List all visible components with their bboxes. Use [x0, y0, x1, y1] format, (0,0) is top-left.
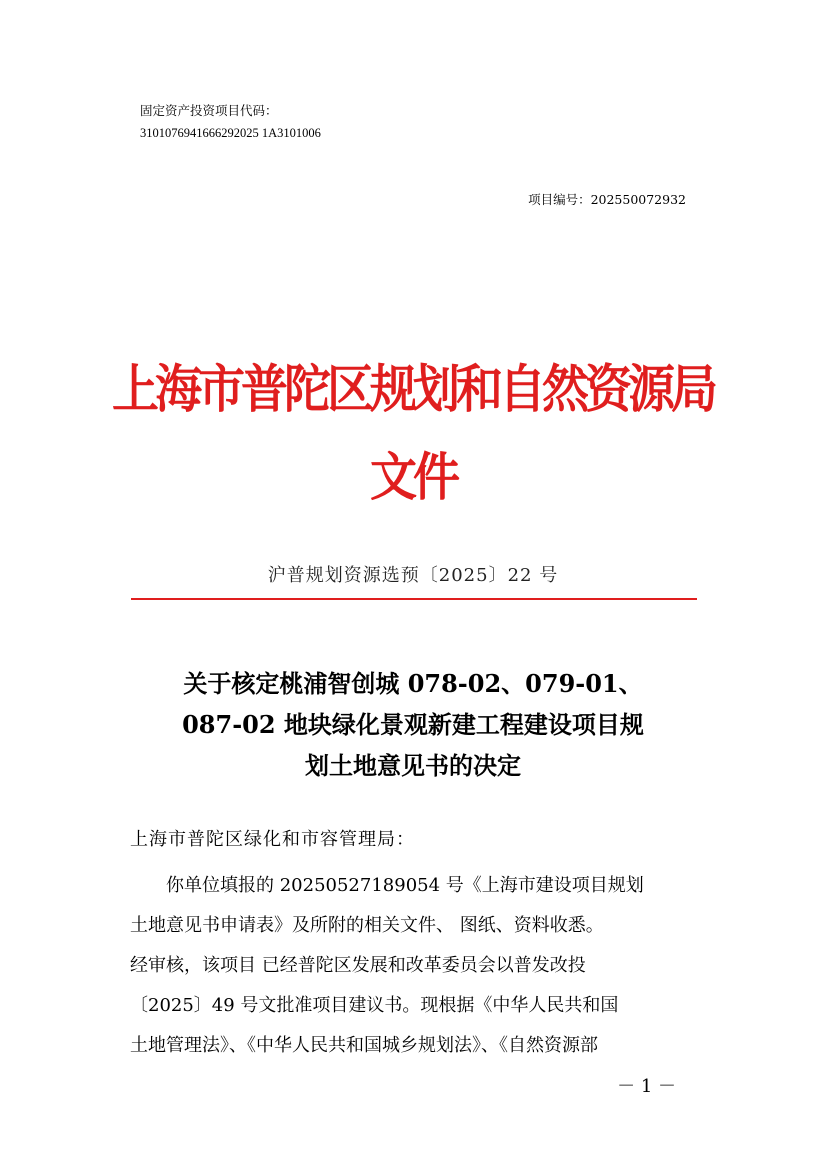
investment-code: 3101076941666292025 1A3101006: [140, 126, 321, 140]
body-line: 土地管理法》、《中华人民共和国城乡规划法》、《自然资源部: [130, 1035, 598, 1056]
body-line: 你单位填报的 20250527189054 号《上海市建设项目规划: [166, 875, 644, 896]
document-word: 文件: [370, 447, 456, 509]
body-line: 〔2025〕49 号文批准项目建议书。现根据《中华人民共和国: [130, 995, 619, 1016]
title-line: 087-02 地块绿化景观新建工程建设项目规: [182, 710, 644, 739]
body-line: 经审核，该项目 已经普陀区发展和改革委员会以普发改投: [130, 955, 586, 976]
title-line: 关于核定桃浦智创城 078-02、079-01、: [183, 669, 643, 698]
agency-masthead: 上海市普陀区规划和自然资源局: [112, 359, 714, 421]
investment-code-label: 固定资产投资项目代码：: [140, 103, 278, 118]
page-number: － 1 －: [617, 1076, 676, 1097]
recipient: 上海市普陀区绿化和市容管理局：: [130, 829, 415, 850]
body-line: 土地意见书申请表》及所附的相关文件、 图纸、资料收悉。: [130, 915, 604, 936]
project-number: 项目编号：202550072932: [528, 192, 686, 207]
document-title: [100, 663, 726, 786]
document-number: 沪普规划资源选预〔2025〕22 号: [267, 565, 559, 586]
body-paragraph: [130, 866, 702, 1066]
red-divider: [131, 598, 697, 600]
title-line: 划土地意见书的决定: [305, 751, 521, 780]
